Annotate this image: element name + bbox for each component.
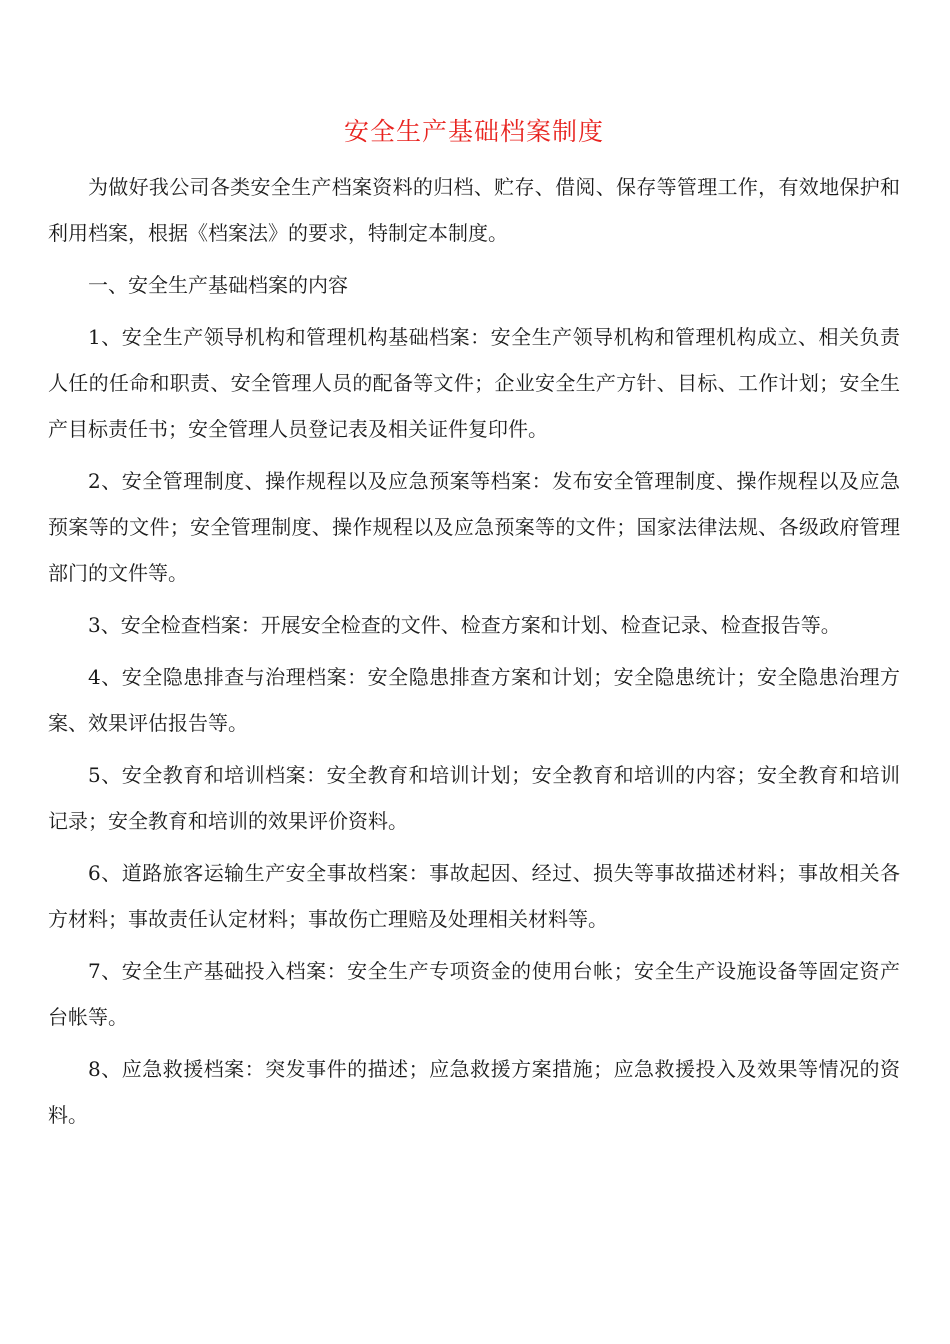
list-item-7: 7、安全生产基础投入档案：安全生产专项资金的使用台帐；安全生产设施设备等固定资产台帐等。 (48, 959, 900, 1029)
list-item-1: 1、安全生产领导机构和管理机构基础档案：安全生产领导机构和管理机构成立、相关负责人任的任命和职责、安全管理人员的配备等文件；企业安全生产方针、目标、工作计划；安全生产目标责任书；安全管理人员登记表及相关证件复印件。 (48, 325, 900, 441)
list-item-4: 4、安全隐患排查与治理档案：安全隐患排查方案和计划；安全隐患统计；安全隐患治理方案、效果评估报告等。 (48, 665, 900, 735)
list-item-3: 3、安全检查档案：开展安全检查的文件、检查方案和计划、检查记录、检查报告等。 (88, 613, 841, 637)
intro-paragraph: 为做好我公司各类安全生产档案资料的归档、贮存、借阅、保存等管理工作，有效地保护和利用档案，根据《档案法》的要求，特制定本制度。 (48, 175, 900, 245)
list-item-5: 5、安全教育和培训档案：安全教育和培训计划；安全教育和培训的内容；安全教育和培训记录；安全教育和培训的效果评价资料。 (48, 763, 900, 833)
list-item-8: 8、应急救援档案：突发事件的描述；应急救援方案措施；应急救援投入及效果等情况的资料。 (48, 1057, 900, 1127)
list-item-2: 2、安全管理制度、操作规程以及应急预案等档案：发布安全管理制度、操作规程以及应急预案等的文件；安全管理制度、操作规程以及应急预案等的文件；国家法律法规、各级政府管理部门的文件等。 (48, 469, 900, 585)
document-title: 安全生产基础档案制度 (343, 117, 604, 146)
document-page (48, 112, 900, 1138)
list-item-6: 6、道路旅客运输生产安全事故档案：事故起因、经过、损失等事故描述材料；事故相关各方材料；事故责任认定材料；事故伤亡理赔及处理相关材料等。 (48, 861, 900, 931)
section-heading: 一、安全生产基础档案的内容 (88, 273, 348, 297)
